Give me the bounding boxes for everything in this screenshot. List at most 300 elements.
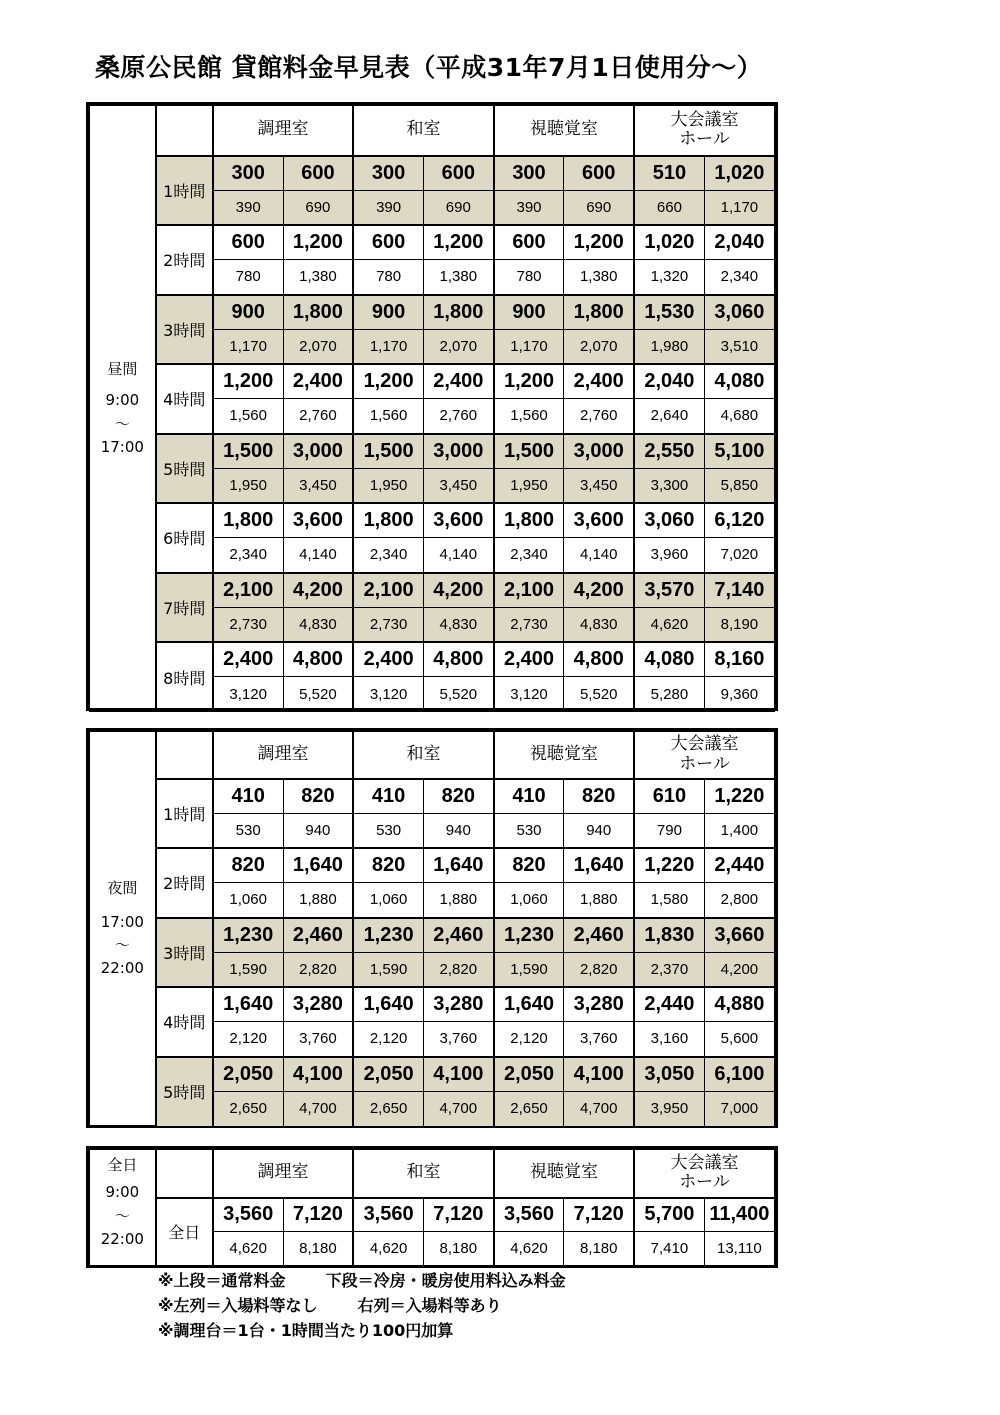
fee-normal: 4,800: [423, 642, 493, 677]
fee-normal: 5,700: [634, 1198, 704, 1232]
fee-normal: 2,050: [353, 1057, 423, 1092]
duration-label: 4時間: [156, 987, 213, 1057]
fee-normal: 1,800: [564, 295, 634, 330]
room-header-line: 大会議室: [670, 1152, 739, 1173]
fee-normal: 2,040: [634, 364, 704, 399]
duration-label: 1時間: [156, 779, 213, 849]
fee-with-aircon: 780: [494, 260, 564, 295]
fee-with-aircon: 8,180: [564, 1232, 634, 1266]
fee-normal: 7,120: [423, 1198, 493, 1232]
period-cell: [90, 1150, 156, 1266]
fee-normal: 600: [213, 225, 283, 260]
fee-with-aircon: 8,190: [704, 607, 774, 642]
fee-with-aircon: 7,020: [704, 538, 774, 573]
night-fee-table: [86, 728, 778, 1128]
fee-normal: 1,230: [494, 918, 564, 953]
fee-normal: 900: [494, 295, 564, 330]
fee-row-normal: [90, 573, 775, 608]
note-1-left: ※上段＝通常料金: [158, 1271, 286, 1290]
fee-with-aircon: 2,800: [704, 883, 774, 918]
room-header-line: 調理室: [257, 743, 309, 764]
fee-with-aircon: 390: [353, 190, 423, 225]
fee-with-aircon: 3,300: [634, 468, 704, 503]
fee-with-aircon: 7,410: [634, 1232, 704, 1266]
duration-label: 2時間: [156, 848, 213, 918]
period-period-label: 全日: [107, 1156, 138, 1174]
fee-normal: 1,500: [213, 434, 283, 469]
fee-normal: 7,120: [283, 1198, 353, 1232]
fee-with-aircon: 2,370: [634, 952, 704, 987]
fee-normal: 900: [353, 295, 423, 330]
fee-normal: 7,140: [704, 573, 774, 608]
fee-normal: 3,600: [564, 503, 634, 538]
fee-normal: 1,220: [634, 848, 704, 883]
fee-with-aircon: 2,120: [353, 1022, 423, 1057]
fee-with-aircon: 940: [283, 813, 353, 848]
period-cell: [90, 732, 156, 1127]
night-table: [89, 731, 775, 1127]
page-title: 桑原公民館 貸館料金早見表（平成31年7月1日使用分～）: [95, 53, 763, 82]
fee-normal: 300: [353, 156, 423, 191]
fee-normal: 4,080: [704, 364, 774, 399]
fee-normal: 1,500: [494, 434, 564, 469]
period-tilde: ～: [114, 414, 130, 433]
fee-with-aircon: 1,170: [353, 329, 423, 364]
fee-with-aircon: 2,640: [634, 399, 704, 434]
fee-normal: 5,100: [704, 434, 774, 469]
fee-with-aircon: 1,590: [213, 952, 283, 987]
fee-normal: 3,280: [283, 987, 353, 1022]
period-period-label: 昼間: [107, 360, 138, 378]
fee-with-aircon: 3,450: [564, 468, 634, 503]
fee-normal: 2,400: [283, 364, 353, 399]
note-3-left: ※調理台＝1台・1時間当たり100円加算: [158, 1321, 454, 1340]
fee-with-aircon: 1,560: [213, 399, 283, 434]
fee-normal: 820: [564, 779, 634, 814]
fee-normal: 2,440: [704, 848, 774, 883]
room-header-line: 大会議室: [670, 734, 739, 755]
fee-normal: 820: [213, 848, 283, 883]
fee-row-normal: [90, 848, 775, 883]
fee-normal: 7,120: [564, 1198, 634, 1232]
fee-with-aircon: 1,380: [423, 260, 493, 295]
fee-normal: 3,280: [564, 987, 634, 1022]
fee-normal: 4,880: [704, 987, 774, 1022]
period-tilde: ～: [114, 1206, 130, 1225]
fee-normal: 1,200: [283, 225, 353, 260]
room-header-line: ホール: [679, 753, 730, 774]
fee-normal: 1,800: [353, 503, 423, 538]
fee-with-aircon: 530: [494, 813, 564, 848]
fee-with-aircon: 4,620: [213, 1232, 283, 1266]
room-header: [353, 106, 493, 156]
fee-normal: 600: [423, 156, 493, 191]
fee-with-aircon: 4,700: [564, 1091, 634, 1126]
fee-with-aircon: 2,760: [423, 399, 493, 434]
fee-with-aircon: 5,600: [704, 1022, 774, 1057]
fee-normal: 820: [283, 779, 353, 814]
fee-with-aircon: 2,730: [353, 607, 423, 642]
fee-normal: 820: [494, 848, 564, 883]
fee-normal: 1,640: [564, 848, 634, 883]
room-header-line: ホール: [679, 129, 730, 150]
fee-with-aircon: 940: [564, 813, 634, 848]
fee-normal: 4,100: [283, 1057, 353, 1092]
fee-row-normal: [90, 225, 775, 260]
fee-normal: 600: [283, 156, 353, 191]
fee-with-aircon: 2,120: [494, 1022, 564, 1057]
duration-label: 3時間: [156, 918, 213, 988]
fee-normal: 2,400: [213, 642, 283, 677]
fee-with-aircon: 1,170: [704, 190, 774, 225]
fee-normal: 3,060: [634, 503, 704, 538]
fee-with-aircon: 3,120: [494, 677, 564, 712]
fee-normal: 1,800: [213, 503, 283, 538]
fee-with-aircon: 1,060: [494, 883, 564, 918]
fee-with-aircon: 2,760: [283, 399, 353, 434]
fee-normal: 2,100: [213, 573, 283, 608]
fee-normal: 1,200: [564, 225, 634, 260]
room-header-line: 調理室: [257, 119, 309, 140]
fee-with-aircon: 1,590: [494, 952, 564, 987]
fee-with-aircon: 2,730: [494, 607, 564, 642]
fee-normal: 3,000: [423, 434, 493, 469]
fee-normal: 1,530: [634, 295, 704, 330]
room-header: [494, 106, 634, 156]
fee-with-aircon: 1,400: [704, 813, 774, 848]
fee-normal: 300: [494, 156, 564, 191]
fee-normal: 410: [213, 779, 283, 814]
fee-normal: 1,200: [494, 364, 564, 399]
fee-with-aircon: 8,180: [423, 1232, 493, 1266]
note-line-2: [158, 1293, 566, 1318]
day-fee-table: [86, 102, 778, 711]
fee-with-aircon: 5,850: [704, 468, 774, 503]
fee-with-aircon: 4,140: [283, 538, 353, 573]
fee-row-normal: [90, 364, 775, 399]
room-header: [213, 1150, 353, 1198]
fee-normal: 3,000: [564, 434, 634, 469]
blank-header-cell: [156, 1150, 213, 1198]
fee-with-aircon: 780: [213, 260, 283, 295]
fee-with-aircon: 4,140: [564, 538, 634, 573]
fee-normal: 2,100: [494, 573, 564, 608]
fee-with-aircon: 1,060: [353, 883, 423, 918]
fee-normal: 1,200: [353, 364, 423, 399]
fee-normal: 1,640: [283, 848, 353, 883]
fee-normal: 4,100: [564, 1057, 634, 1092]
fee-normal: 1,800: [423, 295, 493, 330]
room-header: [494, 1150, 634, 1198]
fee-normal: 3,600: [283, 503, 353, 538]
fee-normal: 8,160: [704, 642, 774, 677]
fullday-table: [89, 1149, 775, 1266]
fee-normal: 2,400: [564, 364, 634, 399]
fee-row-normal: [90, 156, 775, 191]
room-header-line: 視聴覚室: [529, 119, 598, 140]
fee-with-aircon: 3,450: [283, 468, 353, 503]
fee-normal: 3,280: [423, 987, 493, 1022]
fee-normal: 820: [353, 848, 423, 883]
fee-with-aircon: 2,120: [213, 1022, 283, 1057]
fee-normal: 1,200: [423, 225, 493, 260]
fee-normal: 3,560: [494, 1198, 564, 1232]
fee-with-aircon: 2,820: [283, 952, 353, 987]
fee-normal: 4,200: [564, 573, 634, 608]
fee-row-normal: [90, 779, 775, 814]
fee-with-aircon: 1,590: [353, 952, 423, 987]
fee-with-aircon: 4,830: [283, 607, 353, 642]
room-header: [213, 732, 353, 779]
fee-with-aircon: 790: [634, 813, 704, 848]
fee-normal: 2,460: [423, 918, 493, 953]
fee-normal: 3,600: [423, 503, 493, 538]
fee-normal: 3,560: [213, 1198, 283, 1232]
room-header: [634, 1150, 774, 1198]
fee-normal: 3,000: [283, 434, 353, 469]
blank-header-cell: [156, 106, 213, 156]
note-line-3: [158, 1318, 566, 1343]
fee-normal: 1,230: [353, 918, 423, 953]
room-header-line: 和室: [406, 1162, 441, 1183]
duration-label: 2時間: [156, 225, 213, 295]
fee-normal: 1,020: [704, 156, 774, 191]
fee-normal: 4,100: [423, 1057, 493, 1092]
notes: [158, 1268, 566, 1343]
period-time-from: 17:00: [100, 912, 144, 931]
fee-with-aircon: 2,820: [423, 952, 493, 987]
fee-normal: 1,640: [494, 987, 564, 1022]
fee-with-aircon: 3,160: [634, 1022, 704, 1057]
note-2-left: ※左列＝入場料等なし: [158, 1296, 318, 1315]
fee-normal: 4,800: [564, 642, 634, 677]
fee-with-aircon: 3,760: [423, 1022, 493, 1057]
fee-normal: 4,200: [283, 573, 353, 608]
fee-with-aircon: 2,650: [353, 1091, 423, 1126]
fee-normal: 2,460: [564, 918, 634, 953]
room-header-line: 調理室: [257, 1162, 309, 1183]
fee-normal: 610: [634, 779, 704, 814]
fee-row-normal: [90, 987, 775, 1022]
fee-with-aircon: 3,950: [634, 1091, 704, 1126]
duration-label: 6時間: [156, 503, 213, 573]
fee-row-normal: [90, 918, 775, 953]
room-header: [494, 732, 634, 779]
room-header: [353, 1150, 493, 1198]
room-header-line: 視聴覚室: [529, 1162, 598, 1183]
fee-normal: 3,660: [704, 918, 774, 953]
fee-with-aircon: 5,280: [634, 677, 704, 712]
fee-normal: 410: [494, 779, 564, 814]
fee-normal: 2,400: [494, 642, 564, 677]
fee-with-aircon: 1,880: [283, 883, 353, 918]
fee-row-normal: [90, 434, 775, 469]
period-tilde: ～: [114, 935, 130, 954]
blank-header-cell: [156, 732, 213, 779]
day-table: [89, 105, 775, 712]
fee-with-aircon: 2,340: [704, 260, 774, 295]
fee-with-aircon: 5,520: [564, 677, 634, 712]
fee-normal: 300: [213, 156, 283, 191]
fee-with-aircon: 530: [353, 813, 423, 848]
note-2-right: 右列＝入場料等あり: [357, 1296, 502, 1315]
fee-normal: 3,050: [634, 1057, 704, 1092]
fee-row-normal: [90, 642, 775, 677]
room-header: [634, 106, 774, 156]
fee-with-aircon: 2,650: [494, 1091, 564, 1126]
room-header: [353, 732, 493, 779]
fee-normal: 600: [353, 225, 423, 260]
room-header-line: 大会議室: [670, 109, 739, 130]
fee-normal: 2,550: [634, 434, 704, 469]
fee-with-aircon: 4,620: [494, 1232, 564, 1266]
fee-with-aircon: 2,340: [494, 538, 564, 573]
fee-row-normal: [90, 503, 775, 538]
fee-with-aircon: 3,450: [423, 468, 493, 503]
fee-row-normal: [90, 1057, 775, 1092]
fee-normal: 410: [353, 779, 423, 814]
fee-with-aircon: 5,520: [283, 677, 353, 712]
fee-with-aircon: 1,560: [353, 399, 423, 434]
fee-with-aircon: 4,830: [423, 607, 493, 642]
fee-with-aircon: 690: [283, 190, 353, 225]
fee-with-aircon: 3,120: [353, 677, 423, 712]
fee-normal: 1,800: [283, 295, 353, 330]
duration-label: 7時間: [156, 573, 213, 643]
fee-normal: 1,640: [423, 848, 493, 883]
fee-normal: 1,220: [704, 779, 774, 814]
fee-normal: 2,050: [213, 1057, 283, 1092]
room-header: [634, 732, 774, 779]
fee-with-aircon: 5,520: [423, 677, 493, 712]
fee-normal: 2,400: [423, 364, 493, 399]
fee-normal: 2,050: [494, 1057, 564, 1092]
fee-normal: 1,640: [213, 987, 283, 1022]
duration-label: 8時間: [156, 642, 213, 712]
fee-with-aircon: 2,730: [213, 607, 283, 642]
fee-normal: 4,800: [283, 642, 353, 677]
fee-with-aircon: 1,880: [564, 883, 634, 918]
fee-with-aircon: 4,140: [423, 538, 493, 573]
fee-normal: 2,400: [353, 642, 423, 677]
fee-with-aircon: 4,680: [704, 399, 774, 434]
fee-with-aircon: 9,360: [704, 677, 774, 712]
fee-normal: 6,120: [704, 503, 774, 538]
fee-with-aircon: 1,380: [564, 260, 634, 295]
fee-normal: 1,800: [494, 503, 564, 538]
fee-with-aircon: 2,070: [564, 329, 634, 364]
fee-with-aircon: 1,950: [494, 468, 564, 503]
fee-normal: 3,060: [704, 295, 774, 330]
fee-normal: 2,460: [283, 918, 353, 953]
fee-row-normal: [90, 295, 775, 330]
duration-label: 5時間: [156, 1057, 213, 1127]
room-header-line: 和室: [406, 743, 441, 764]
fee-normal: 4,200: [423, 573, 493, 608]
fee-with-aircon: 390: [213, 190, 283, 225]
fee-with-aircon: 780: [353, 260, 423, 295]
period-period-label: 夜間: [107, 879, 138, 898]
fee-with-aircon: 690: [564, 190, 634, 225]
fee-normal: 1,230: [213, 918, 283, 953]
fee-with-aircon: 1,320: [634, 260, 704, 295]
fee-with-aircon: 7,000: [704, 1091, 774, 1126]
period-time-to: 17:00: [100, 437, 144, 456]
fee-with-aircon: 4,830: [564, 607, 634, 642]
fee-normal: 1,500: [353, 434, 423, 469]
fee-normal: 2,440: [634, 987, 704, 1022]
fee-with-aircon: 1,560: [494, 399, 564, 434]
fee-with-aircon: 3,760: [283, 1022, 353, 1057]
fee-with-aircon: 4,700: [283, 1091, 353, 1126]
duration-label: 3時間: [156, 295, 213, 365]
fee-with-aircon: 2,070: [423, 329, 493, 364]
fee-with-aircon: 1,980: [634, 329, 704, 364]
fee-normal: 2,040: [704, 225, 774, 260]
note-1-right: 下段＝冷房・暖房使用料込み料金: [325, 1271, 566, 1290]
duration-label: 全日: [156, 1198, 213, 1266]
fee-with-aircon: 2,820: [564, 952, 634, 987]
fee-with-aircon: 2,650: [213, 1091, 283, 1126]
fee-with-aircon: 4,620: [353, 1232, 423, 1266]
fee-with-aircon: 8,180: [283, 1232, 353, 1266]
fee-with-aircon: 2,070: [283, 329, 353, 364]
fee-normal: 3,570: [634, 573, 704, 608]
period-time-to: 22:00: [100, 959, 144, 977]
fee-normal: 1,020: [634, 225, 704, 260]
room-header-line: 視聴覚室: [529, 743, 598, 764]
fee-with-aircon: 1,880: [423, 883, 493, 918]
room-header-line: ホール: [679, 1172, 730, 1193]
fee-row-normal: [90, 1198, 775, 1232]
fee-with-aircon: 390: [494, 190, 564, 225]
fee-with-aircon: 13,110: [704, 1232, 774, 1266]
fee-normal: 2,100: [353, 573, 423, 608]
duration-label: 5時間: [156, 434, 213, 504]
fee-normal: 820: [423, 779, 493, 814]
fee-with-aircon: 1,950: [353, 468, 423, 503]
duration-label: 4時間: [156, 364, 213, 434]
fee-with-aircon: 530: [213, 813, 283, 848]
fee-normal: 1,830: [634, 918, 704, 953]
fee-with-aircon: 1,060: [213, 883, 283, 918]
fullday-fee-table: [86, 1146, 778, 1268]
fee-with-aircon: 690: [423, 190, 493, 225]
fee-normal: 6,100: [704, 1057, 774, 1092]
fee-normal: 510: [634, 156, 704, 191]
fee-with-aircon: 660: [634, 190, 704, 225]
fee-normal: 1,200: [213, 364, 283, 399]
fee-with-aircon: 3,960: [634, 538, 704, 573]
fee-with-aircon: 2,760: [564, 399, 634, 434]
fee-normal: 1,640: [353, 987, 423, 1022]
period-time-from: 9:00: [105, 391, 140, 410]
fee-normal: 600: [564, 156, 634, 191]
fee-normal: 600: [494, 225, 564, 260]
fee-with-aircon: 1,380: [283, 260, 353, 295]
note-line-1: [158, 1268, 566, 1293]
fee-with-aircon: 4,620: [634, 607, 704, 642]
fee-with-aircon: 4,700: [423, 1091, 493, 1126]
fee-normal: 4,080: [634, 642, 704, 677]
fee-with-aircon: 3,760: [564, 1022, 634, 1057]
fee-with-aircon: 1,170: [494, 329, 564, 364]
fee-with-aircon: 1,950: [213, 468, 283, 503]
fee-normal: 3,560: [353, 1198, 423, 1232]
fee-normal: 11,400: [704, 1198, 774, 1232]
room-header: [213, 106, 353, 156]
fee-with-aircon: 2,340: [353, 538, 423, 573]
